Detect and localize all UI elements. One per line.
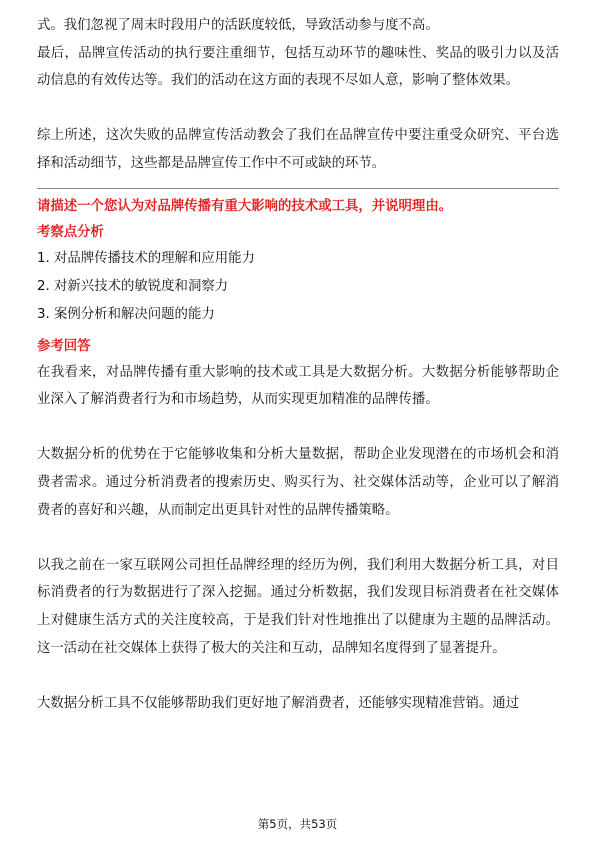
document-page [37,12,559,717]
answer-paragraph-3: 以我之前在一家互联网公司担任品牌经理的经历为例，我们利用大数据分析工具，对目标消费者的行为数据进行了深入挖掘。通过分析数据，我们发现目标消费者在社交媒体上对健康生活方式的关注度较高，于是我们针对性地推出了以健康为主题的品牌活动。这一活动在社交媒体上获得了极大的关注和互动，品牌知名度得到了显著提升。 [37,557,559,656]
intro-paragraph-1: 式。我们忽视了周末时段用户的活跃度较低，导致活动参与度不高。 [37,18,439,33]
analysis-item-3: 3. 案例分析和解决问题的能力 [37,306,215,322]
answer-paragraph-4: 大数据分析工具不仅能够帮助我们更好地了解消费者，还能够实现精准营销。通过 [37,695,520,711]
answer-paragraph-2: 大数据分析的优势在于它能够收集和分析大量数据，帮助企业发现潜在的市场机会和消费者需求。通过分析消费者的搜索历史、购买行为、社交媒体活动等，企业可以了解消费者的喜好和兴趣，从而制定出更具针对性的品牌传播策略。 [37,447,559,518]
paragraph-spacer [37,95,559,123]
analysis-item-2: 2. 对新兴技术的敏锐度和洞察力 [37,278,229,294]
section-divider [37,188,559,189]
analysis-heading: 考察点分析 [37,224,104,240]
answer-heading: 参考回答 [37,338,91,354]
page-number-footer: 第5页，共53页 [257,817,338,831]
paragraph-spacer [37,414,559,442]
analysis-item-1: 1. 对品牌传播技术的理解和应用能力 [37,250,255,266]
paragraph-spacer [37,662,559,690]
question-text: 请描述一个您认为对品牌传播有重大影响的技术或工具，并说明理由。 [37,198,453,214]
intro-paragraph-2: 最后，品牌宣传活动的执行要注重细节，包括互动环节的趣味性、奖品的吸引力以及活动信息的有效传达等。我们的活动在这方面的表现不尽如人意，影响了整体效果。 [37,45,559,89]
answer-paragraph-1: 在我看来，对品牌传播有重大影响的技术或工具是大数据分析。大数据分析能够帮助企业深入了解消费者行为和市场趋势，从而实现更加精准的品牌传播。 [37,364,559,408]
paragraph-spacer [37,524,559,552]
intro-paragraph-3: 综上所述，这次失败的品牌宣传活动教会了我们在品牌宣传中要注重受众研究、平台选择和活动细节，这些都是品牌宣传工作中不可或缺的环节。 [37,128,559,171]
